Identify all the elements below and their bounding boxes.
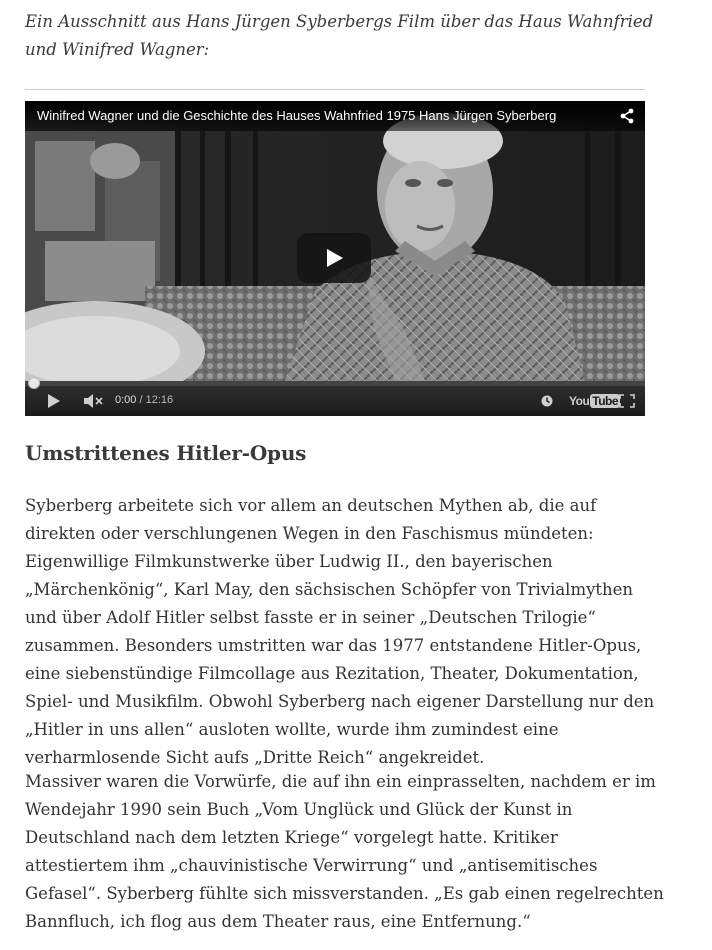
duration: 12:16 bbox=[145, 394, 174, 406]
play-icon[interactable] bbox=[47, 394, 61, 408]
watch-later-icon[interactable] bbox=[541, 395, 553, 407]
section-heading: Umstrittenes Hitler-Opus bbox=[25, 441, 307, 465]
progress-handle[interactable] bbox=[28, 377, 40, 389]
article-paragraph: Syberberg arbeitete sich vor allem an deutschen Mythen ab, die auf direkten oder verschlungenen Wegen in den Faschismus mündeten: Eigenwillige Filmkunstwerke über Ludwig II., den bayerischen „Märchenkönig“, Karl May, den sächsischen Schöpfer von Trivialmythen und über Adolf Hitler selbst fasste er in seiner „Deutschen Trilogie“ zusammen. Besonders umstritten war das 1977 entstandene Hitler-Opus, eine siebenstündige Filmcollage aus Rezitation, Theater, Dokumentation, Spiel- und Musikfilm. Obwohl Syberberg nach eigener Darstellung nur den „Hitler in uns allen“ ausloten wollte, wurde ihm zumindest eine verharmlosende Sicht aufs „Dritte Reich“ angekreidet. bbox=[25, 496, 655, 767]
divider bbox=[25, 89, 645, 90]
video-controls bbox=[25, 386, 645, 416]
time-separator: / bbox=[136, 394, 146, 406]
play-icon bbox=[325, 248, 345, 268]
youtube-logo-you: You bbox=[569, 394, 590, 408]
youtube-logo-tube: Tube bbox=[592, 394, 619, 408]
video-thumbnail[interactable] bbox=[25, 101, 645, 381]
fullscreen-icon[interactable] bbox=[619, 394, 635, 408]
current-time: 0:00 bbox=[115, 394, 137, 406]
volume-muted-icon[interactable] bbox=[83, 394, 105, 408]
share-icon[interactable] bbox=[619, 108, 635, 124]
article-paragraph: Massiver waren die Vorwürfe, die auf ihn ein einprasselten, nachdem er im Wendejahr 1990 sein Buch „Vom Unglück und Glück der Kunst in Deutschland nach dem letzten Kriege“ vorgelegt hatte. Kritiker attestiertem ihm „chauvinistische Verwirrung“ und „antisemitisches Gefasel“. Syberberg fühlte sich missverstanden. „Es gab einen regelrechten Bannfluch, ich flog aus dem Theater raus, eine Entfernung.“ bbox=[25, 772, 664, 931]
play-button-large[interactable] bbox=[297, 233, 371, 283]
video-title[interactable]: Winifred Wagner und die Geschichte des Hauses Wahnfried 1975 Hans Jürgen Syberberg bbox=[37, 108, 557, 123]
video-title-bar bbox=[25, 101, 645, 131]
youtube-logo[interactable] bbox=[569, 394, 620, 408]
video-player[interactable] bbox=[25, 101, 645, 416]
intro-caption: Ein Ausschnitt aus Hans Jürgen Syberbergs Film über das Haus Wahnfried und Winifred Wagner: bbox=[25, 12, 654, 59]
time-display bbox=[115, 394, 173, 406]
